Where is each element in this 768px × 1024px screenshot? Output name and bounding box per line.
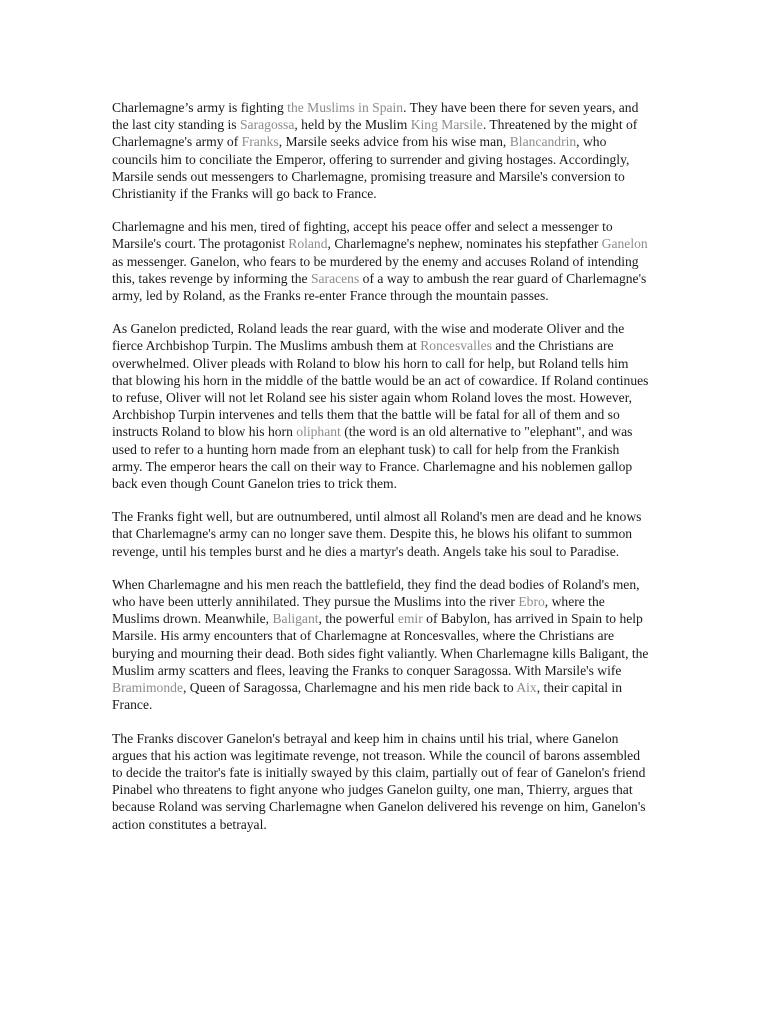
link-oliphant[interactable]: oliphant bbox=[296, 424, 341, 440]
text-run: , the powerful bbox=[318, 611, 398, 627]
link-muslims-in-spain[interactable]: the Muslims in Spain bbox=[287, 100, 404, 115]
paragraph-3 bbox=[112, 320, 652, 492]
link-saragossa[interactable]: Saragossa bbox=[240, 117, 295, 133]
text-run: , Marsile seeks advice from his wise man, bbox=[278, 134, 510, 150]
link-aix[interactable]: Aix bbox=[516, 680, 537, 696]
text-run: The Franks discover Ganelon's betrayal and keep him in chains until his trial, where Ganelon argues that his action was legitimate revenge, not treason. While the council of barons assembled to decide the traitor's fate is initially swayed by this claim, partially out of fear of Ganelon's friend Pinabel who threatens to fight anyone who judges Ganelon guilty, one man, Thierry, argues that because Roland was serving Charlemagne when Ganelon delivered his revenge on him, Ganelon's action constitutes a betrayal. bbox=[112, 730, 646, 832]
text-run: Charlemagne’s army is fighting bbox=[112, 100, 288, 115]
text-run: (the word is an old alternative to "elephant", and was used to refer to a hunting horn made from an elephant tusk) to call for help from the Frankish army. The emperor hears the call on their way to France. Charlemagne and his noblemen gallop back even though Count Ganelon tries to trick them. bbox=[112, 424, 633, 492]
text-run: . Threatened by the might of Charlemagne's army of bbox=[112, 117, 638, 150]
text-run: as messenger. Ganelon, who fears to be murdered by the enemy and accuses Roland of intending this, takes revenge by informing the bbox=[112, 253, 639, 286]
text-run: of Babylon, has arrived in Spain to help Marsile. His army encounters that of Charlemagne at Roncesvalles, where the Christians are burying and mourning their dead. Both sides fight valiantly. When Charlemagne kills Baligant, the Muslim army scatters and flees, leaving the Franks to conquer Saragossa. With Marsile's wife bbox=[112, 611, 649, 678]
text-run: and the Christians are overwhelmed. Oliver pleads with Roland to blow his horn to call for help, but Roland tells him that blowing his horn in the middle of the battle would be an act of cowardice. If Roland continues to refuse, Oliver will not let Roland see his sister again whom Roland loves the most. However, Archbishop Turpin intervenes and tells them that the battle will be fatal for all of them and so instructs Roland to blow his horn bbox=[112, 338, 649, 440]
link-baligant[interactable]: Baligant bbox=[272, 611, 319, 627]
paragraph-1 bbox=[112, 99, 652, 202]
text-run: , where the Muslims drown. Meanwhile, bbox=[112, 594, 605, 627]
text-run: . They have been there for seven years, and the last city standing is bbox=[112, 100, 639, 133]
text-run: of a way to ambush the rear guard of Charlemagne's army, led by Roland, as the Franks re-enter France through the mountain passes. bbox=[112, 270, 647, 304]
link-ebro[interactable]: Ebro bbox=[518, 594, 545, 610]
text-run: , Queen of Saragossa, Charlemagne and his men ride back to bbox=[182, 680, 517, 696]
article-body bbox=[112, 99, 652, 849]
link-ganelon[interactable]: Ganelon bbox=[601, 236, 648, 252]
link-roland[interactable]: Roland bbox=[288, 236, 328, 252]
link-franks[interactable]: Franks bbox=[241, 134, 279, 150]
paragraph-5 bbox=[112, 576, 652, 714]
text-run: , who councils him to conciliate the Emperor, offering to surrender and giving hostages. Accordingly, Marsile sends out messengers to Charlemagne, promising treasure and Marsile's conversion to Christianity if the Franks will go back to France. bbox=[112, 134, 630, 202]
paragraph-2 bbox=[112, 218, 652, 304]
text-run: , Charlemagne's nephew, nominates his stepfather bbox=[327, 236, 602, 252]
paragraph-6 bbox=[112, 730, 652, 833]
paragraph-4 bbox=[112, 508, 652, 560]
link-blancandrin[interactable]: Blancandrin bbox=[509, 134, 577, 150]
link-roncesvalles[interactable]: Roncesvalles bbox=[420, 338, 492, 354]
text-run: As Ganelon predicted, Roland leads the rear guard, with the wise and moderate Oliver and the fierce Archbishop Turpin. The Muslims ambush them at bbox=[112, 321, 625, 354]
link-bramimonde[interactable]: Bramimonde bbox=[112, 680, 183, 696]
text-run: Charlemagne and his men, tired of fighting, accept his peace offer and select a messenger to Marsile's court. The protagonist bbox=[112, 219, 613, 252]
link-emir[interactable]: emir bbox=[397, 611, 423, 627]
text-run: When Charlemagne and his men reach the battlefield, they find the dead bodies of Roland's men, who have been utterly annihilated. They pursue the Muslims into the river bbox=[112, 576, 640, 610]
text-run: , their capital in France. bbox=[112, 680, 623, 713]
link-saracens[interactable]: Saracens bbox=[310, 270, 360, 286]
text-run: , held by the Muslim bbox=[294, 117, 411, 133]
link-king-marsile[interactable]: King Marsile bbox=[410, 117, 483, 133]
text-run: The Franks fight well, but are outnumbered, until almost all Roland's men are dead and he knows that Charlemagne's army can no longer save them. Despite this, he blows his olifant to summon revenge, until his temples burst and he dies a martyr's death. Angels take his soul to Paradise. bbox=[112, 509, 642, 559]
